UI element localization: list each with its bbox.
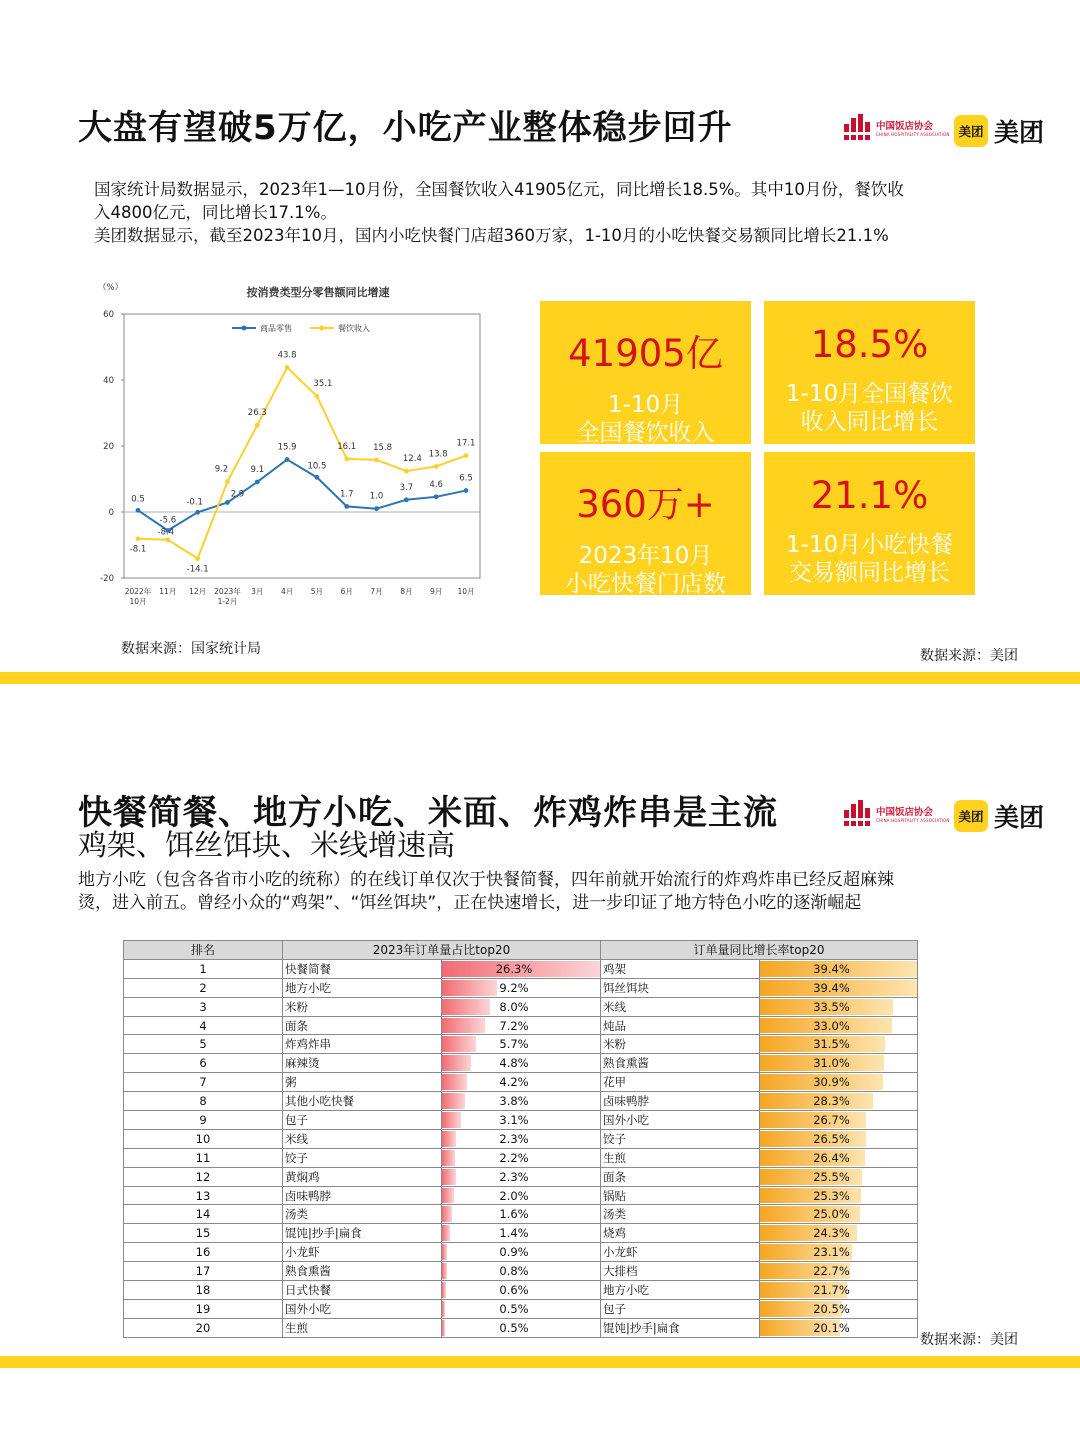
table-header-row [124, 941, 918, 960]
stat-card-snack-growth [764, 452, 975, 595]
share-value-cell [442, 1073, 601, 1092]
growth-value: 21.7% [813, 1282, 850, 1297]
share-category-cell: 生煎 [283, 1318, 442, 1337]
share-category-cell: 卤味鸭脖 [283, 1186, 442, 1205]
growth-category-cell: 地方小吃 [601, 1281, 760, 1300]
growth-category-cell: 烧鸡 [601, 1224, 760, 1243]
growth-category-cell: 面条 [601, 1167, 760, 1186]
data-label: 16.1 [337, 441, 357, 452]
share-value-cell [442, 1016, 601, 1035]
share-category-cell: 馄饨|抄手|扁食 [283, 1224, 442, 1243]
growth-category-cell: 汤类 [601, 1205, 760, 1224]
data-label: 12.4 [402, 454, 422, 465]
stat-card-label-line1: 1-10月小吃快餐 [785, 532, 954, 558]
growth-value: 24.3% [813, 1226, 850, 1241]
share-value-cell [442, 1262, 601, 1281]
growth-value-cell [760, 1224, 918, 1243]
section1-para-line1: 国家统计局数据显示，2023年1—10月份，全国餐饮收入41905亿元，同比增长18.5%。其中10月份，餐饮收 [94, 180, 904, 199]
share-value: 2.2% [499, 1150, 529, 1165]
source-nbs: 数据来源：国家统计局 [121, 641, 261, 657]
table-row [124, 1205, 918, 1224]
rank-cell: 12 [124, 1167, 283, 1186]
share-value-cell [442, 978, 601, 997]
growth-value-cell [760, 1167, 918, 1186]
share-category-cell: 小龙虾 [283, 1243, 442, 1262]
data-label: 35.1 [313, 379, 333, 390]
stat-card-label [540, 391, 751, 447]
share-value: 9.2% [499, 980, 529, 995]
data-point [464, 453, 469, 458]
section2-title: 快餐简餐、地方小吃、米面、炸鸡炸串是主流 [78, 793, 778, 833]
meituan-logo [954, 113, 1044, 149]
table-row [124, 1262, 918, 1281]
data-label: 6.5 [459, 473, 473, 484]
growth-value: 39.4% [813, 961, 850, 976]
data-label: 15.9 [277, 442, 297, 453]
table-row [124, 1054, 918, 1073]
source-meituan-2: 数据来源：美团 [920, 1332, 1018, 1348]
share-value: 7.2% [499, 1018, 529, 1033]
data-point [195, 510, 200, 515]
chra-logo [842, 800, 950, 826]
rank-cell: 6 [124, 1054, 283, 1073]
stat-card-label-line1: 2023年10月 [578, 543, 713, 569]
yellow-divider-band [0, 1356, 1080, 1368]
table-row [124, 1016, 918, 1035]
x-tick-label: 1-2月 [217, 597, 238, 606]
data-label: 1.0 [369, 491, 384, 502]
x-tick-label: 3月 [251, 587, 264, 596]
stat-card-revenue [540, 301, 751, 444]
data-point [136, 536, 141, 541]
stat-card-store-count [540, 452, 751, 595]
share-value: 0.5% [499, 1301, 529, 1316]
growth-value-cell [760, 1035, 918, 1054]
rank-cell: 17 [124, 1262, 283, 1281]
share-value: 2.0% [499, 1188, 529, 1203]
data-label: 1.7 [339, 489, 354, 500]
y-tick-label: -20 [100, 574, 114, 584]
plot-frame [124, 314, 480, 578]
share-category-cell: 日式快餐 [283, 1281, 442, 1300]
data-point [374, 457, 379, 462]
stat-card-label [764, 531, 975, 587]
stat-card-value: 18.5% [810, 323, 929, 366]
data-label: 10.5 [307, 461, 327, 472]
growth-value-cell [760, 959, 918, 978]
share-category-cell: 粥 [283, 1073, 442, 1092]
section2-subtitle: 鸡架、饵丝饵块、米线增速高 [78, 828, 456, 862]
growth-value-cell [760, 997, 918, 1016]
stat-card-value: 41905亿 [568, 332, 723, 375]
table-row [124, 997, 918, 1016]
header-rank: 排名 [124, 941, 283, 960]
ranking-table [123, 940, 918, 1338]
stat-card-label-line2: 小吃快餐门店数 [565, 571, 726, 597]
share-value-cell [442, 1092, 601, 1111]
rank-cell: 11 [124, 1148, 283, 1167]
data-point [344, 504, 349, 509]
chra-logo-icon [842, 114, 872, 140]
growth-value-cell [760, 1073, 918, 1092]
share-value-cell [442, 1205, 601, 1224]
share-value-cell [442, 1111, 601, 1130]
stat-card-value: 360万+ [576, 483, 715, 526]
growth-category-cell: 米线 [601, 997, 760, 1016]
table-row [124, 1167, 918, 1186]
table-row [124, 1186, 918, 1205]
share-value-cell [442, 1224, 601, 1243]
rank-cell: 13 [124, 1186, 283, 1205]
share-category-cell: 熟食熏酱 [283, 1262, 442, 1281]
x-tick-label: 6月 [340, 587, 353, 596]
stat-card-revenue-growth [764, 301, 975, 444]
share-category-cell: 黄焖鸡 [283, 1167, 442, 1186]
y-tick-label: 60 [103, 310, 114, 320]
share-value: 4.8% [499, 1056, 529, 1071]
growth-value-cell [760, 1318, 918, 1337]
table-row [124, 1092, 918, 1111]
share-category-cell: 炸鸡炸串 [283, 1035, 442, 1054]
stat-card-label [764, 380, 975, 436]
share-value: 0.6% [499, 1282, 529, 1297]
stat-card-label-line1: 1-10月全国餐饮 [785, 381, 954, 407]
rank-cell: 7 [124, 1073, 283, 1092]
data-label: 4.6 [429, 479, 443, 490]
data-label: 15.8 [373, 442, 393, 453]
share-value-cell [442, 1148, 601, 1167]
data-label: -8.4 [157, 527, 175, 538]
rank-cell: 4 [124, 1016, 283, 1035]
share-value: 26.3% [495, 961, 533, 976]
meituan-logo [954, 798, 1044, 834]
x-tick-label: 12月 [189, 587, 207, 596]
data-label: 43.8 [277, 350, 297, 361]
data-point [225, 500, 230, 505]
section1-paragraph [94, 178, 994, 247]
growth-category-cell: 生煎 [601, 1148, 760, 1167]
growth-value: 20.1% [813, 1320, 850, 1335]
share-value-cell [442, 1281, 601, 1300]
growth-value: 31.5% [813, 1037, 850, 1052]
growth-value: 25.0% [813, 1207, 850, 1222]
x-tick-label: 10月 [457, 587, 475, 596]
growth-value-cell [760, 1281, 918, 1300]
table-row [124, 1281, 918, 1300]
data-label: 17.1 [456, 438, 476, 449]
y-tick-label: 20 [103, 442, 114, 452]
growth-category-cell: 花甲 [601, 1073, 760, 1092]
share-value-cell [442, 1167, 601, 1186]
chra-logo-icon [842, 800, 872, 826]
stat-card-value: 21.1% [810, 474, 929, 517]
growth-category-cell: 饵丝饵块 [601, 978, 760, 997]
share-value-cell [442, 959, 601, 978]
table-row [124, 1129, 918, 1148]
source-meituan-1: 数据来源：美团 [920, 648, 1018, 664]
share-value: 4.2% [499, 1075, 529, 1090]
growth-value: 26.5% [813, 1131, 850, 1146]
x-tick-label: 4月 [280, 587, 294, 596]
rank-cell: 18 [124, 1281, 283, 1300]
rank-cell: 1 [124, 959, 283, 978]
share-value-cell [442, 1186, 601, 1205]
data-label: -14.1 [186, 564, 209, 575]
rank-cell: 3 [124, 997, 283, 1016]
share-value-cell [442, 1054, 601, 1073]
section2-paragraph [78, 869, 978, 915]
growth-category-cell: 包子 [601, 1299, 760, 1318]
data-label: 9.1 [250, 464, 265, 475]
rank-cell: 5 [124, 1035, 283, 1054]
chra-logo [842, 114, 950, 140]
table-row [124, 959, 918, 978]
legend-swatch-marker [320, 326, 325, 331]
rank-cell: 15 [124, 1224, 283, 1243]
share-value: 0.8% [499, 1264, 529, 1279]
x-tick-label: 2023年 [214, 587, 241, 596]
share-value-cell [442, 1035, 601, 1054]
x-tick-label: 8月 [400, 587, 413, 596]
growth-category-cell: 小龙虾 [601, 1243, 760, 1262]
data-label: -8.1 [129, 544, 147, 555]
growth-value-cell [760, 1016, 918, 1035]
share-value: 3.8% [499, 1094, 529, 1109]
rank-cell: 20 [124, 1318, 283, 1337]
share-value-cell [442, 1243, 601, 1262]
table-row [124, 978, 918, 997]
table-row [124, 1299, 918, 1318]
legend-label: 餐饮收入 [338, 324, 370, 333]
growth-value: 26.4% [813, 1150, 850, 1165]
data-label: 3.7 [399, 482, 414, 493]
growth-value: 22.7% [813, 1264, 850, 1279]
data-point [404, 497, 409, 502]
share-value: 5.7% [499, 1037, 529, 1052]
data-point [285, 457, 290, 462]
retail-growth-chart [90, 278, 510, 613]
growth-value-cell [760, 1054, 918, 1073]
stat-card-label-line2: 全国餐饮收入 [576, 420, 715, 446]
data-point [374, 506, 379, 511]
share-value: 0.9% [499, 1245, 529, 1260]
chra-logo-en: CHINA HOSPITALITY ASSOCIATION [876, 131, 950, 137]
growth-value-cell [760, 1111, 918, 1130]
table-row [124, 1224, 918, 1243]
data-label: 2.9 [230, 489, 245, 500]
data-point [434, 494, 439, 499]
yellow-divider-band [0, 672, 1080, 684]
share-value: 2.3% [499, 1131, 529, 1146]
share-category-cell: 面条 [283, 1016, 442, 1035]
x-tick-label: 2022年 [124, 587, 152, 596]
data-label: 9.2 [214, 464, 229, 475]
data-label: 26.3 [247, 408, 267, 419]
rank-cell: 14 [124, 1205, 283, 1224]
share-category-cell: 饺子 [283, 1148, 442, 1167]
legend-label: 商品零售 [260, 324, 292, 333]
share-category-cell: 米线 [283, 1129, 442, 1148]
stat-card-label [540, 542, 751, 598]
share-value-cell [442, 1129, 601, 1148]
data-label: -0.1 [186, 497, 203, 508]
growth-value: 28.3% [813, 1094, 850, 1109]
data-point [344, 456, 349, 461]
table-row [124, 1073, 918, 1092]
share-category-cell: 米粉 [283, 997, 442, 1016]
chra-logo-cn: 中国饭店协会 [876, 806, 934, 818]
meituan-logo-word: 美团 [994, 118, 1045, 147]
growth-value-cell [760, 1205, 918, 1224]
data-point [255, 480, 260, 485]
x-tick-label: 10月 [129, 597, 147, 606]
table-row [124, 1243, 918, 1262]
growth-value-cell [760, 978, 918, 997]
chart-title: 按消费类型分零售额同比增速 [246, 286, 390, 299]
share-value-cell [442, 997, 601, 1016]
section1-title: 大盘有望破5万亿，小吃产业整体稳步回升 [78, 108, 733, 148]
growth-category-cell: 米粉 [601, 1035, 760, 1054]
growth-value: 25.5% [813, 1169, 850, 1184]
stat-card-label-line1: 1-10月 [607, 392, 684, 418]
data-point [464, 488, 469, 493]
rank-cell: 16 [124, 1243, 283, 1262]
header-share: 2023年订单量占比top20 [283, 941, 601, 960]
data-point [315, 475, 320, 480]
header-growth: 订单量同比增长率top20 [601, 941, 918, 960]
growth-category-cell: 馄饨|抄手|扁食 [601, 1318, 760, 1337]
data-point [434, 464, 439, 469]
chra-logo-en: CHINA HOSPITALITY ASSOCIATION [876, 817, 950, 823]
data-label: 0.5 [131, 494, 145, 505]
data-label: 13.8 [428, 449, 448, 460]
share-value: 1.4% [499, 1226, 529, 1241]
share-value: 0.5% [499, 1320, 529, 1335]
growth-value: 33.0% [813, 1018, 850, 1033]
growth-value: 39.4% [813, 980, 850, 995]
rank-cell: 2 [124, 978, 283, 997]
share-category-cell: 其他小吃快餐 [283, 1092, 442, 1111]
section1-para-line3: 美团数据显示，截至2023年10月，国内小吃快餐门店超360万家，1-10月的小吃快餐交易额同比增长21.1% [94, 226, 889, 245]
x-tick-label: 7月 [370, 587, 383, 596]
growth-category-cell: 炖品 [601, 1016, 760, 1035]
chart-y-unit: （%） [98, 283, 124, 293]
table-row [124, 1318, 918, 1337]
growth-value-cell [760, 1129, 918, 1148]
growth-value-cell [760, 1243, 918, 1262]
share-category-cell: 麻辣烫 [283, 1054, 442, 1073]
share-value: 3.1% [499, 1112, 529, 1127]
meituan-logo-word: 美团 [994, 803, 1045, 832]
table-row [124, 1035, 918, 1054]
growth-value: 30.9% [813, 1075, 850, 1090]
x-tick-label: 9月 [430, 587, 443, 596]
data-point [255, 423, 260, 428]
growth-value-cell [760, 1148, 918, 1167]
growth-value-cell [760, 1299, 918, 1318]
growth-value: 33.5% [813, 999, 850, 1014]
data-point [285, 365, 290, 370]
rank-cell: 19 [124, 1299, 283, 1318]
rank-cell: 10 [124, 1129, 283, 1148]
growth-category-cell: 国外小吃 [601, 1111, 760, 1130]
growth-value: 20.5% [813, 1301, 850, 1316]
x-tick-label: 5月 [310, 587, 324, 596]
data-point [136, 508, 141, 513]
table-row [124, 1111, 918, 1130]
growth-value-cell [760, 1092, 918, 1111]
y-tick-label: 0 [108, 508, 114, 518]
rank-cell: 8 [124, 1092, 283, 1111]
stat-card-label-line2: 收入同比增长 [800, 409, 939, 435]
growth-value: 25.3% [813, 1188, 850, 1203]
stat-card-label-line2: 交易额同比增长 [789, 560, 950, 586]
growth-category-cell: 大排档 [601, 1262, 760, 1281]
growth-value: 31.0% [813, 1056, 850, 1071]
section1-para-line2: 入4800亿元，同比增长17.1%。 [94, 203, 337, 222]
data-point [225, 479, 230, 484]
share-category-cell: 汤类 [283, 1205, 442, 1224]
share-value: 2.3% [499, 1169, 529, 1184]
share-value-cell [442, 1299, 601, 1318]
growth-category-cell: 锅贴 [601, 1186, 760, 1205]
share-category-cell: 包子 [283, 1111, 442, 1130]
data-point [404, 469, 409, 474]
table-row [124, 1148, 918, 1167]
section2-para-line2: 烫，进入前五。曾经小众的“鸡架”、“饵丝饵块”，正在快速增长，进一步印证了地方特色小吃的逐渐崛起 [78, 893, 862, 913]
growth-value-cell [760, 1186, 918, 1205]
data-point [315, 394, 320, 399]
meituan-logo-box: 美团 [954, 800, 988, 832]
legend-swatch-marker [242, 326, 247, 331]
data-point [195, 556, 200, 561]
growth-category-cell: 熟食熏酱 [601, 1054, 760, 1073]
data-point [165, 537, 170, 542]
share-category-cell: 地方小吃 [283, 978, 442, 997]
y-tick-label: 40 [103, 376, 114, 386]
data-label: -5.6 [159, 515, 177, 526]
rank-cell: 9 [124, 1111, 283, 1130]
growth-value: 23.1% [813, 1245, 850, 1260]
share-category-cell: 国外小吃 [283, 1299, 442, 1318]
share-value-cell [442, 1318, 601, 1337]
growth-value-cell [760, 1262, 918, 1281]
growth-category-cell: 鸡架 [601, 959, 760, 978]
section2-para-line1: 地方小吃（包含各省市小吃的统称）的在线订单仅次于快餐简餐，四年前就开始流行的炸鸡炸串已经反超麻辣 [78, 870, 894, 890]
share-value: 8.0% [499, 999, 529, 1014]
x-tick-label: 11月 [159, 587, 177, 596]
growth-category-cell: 饺子 [601, 1129, 760, 1148]
growth-category-cell: 卤味鸭脖 [601, 1092, 760, 1111]
meituan-logo-box: 美团 [954, 115, 988, 147]
chra-logo-cn: 中国饭店协会 [876, 120, 934, 132]
growth-value: 26.7% [813, 1112, 850, 1127]
share-value: 1.6% [499, 1207, 529, 1222]
share-category-cell: 快餐简餐 [283, 959, 442, 978]
